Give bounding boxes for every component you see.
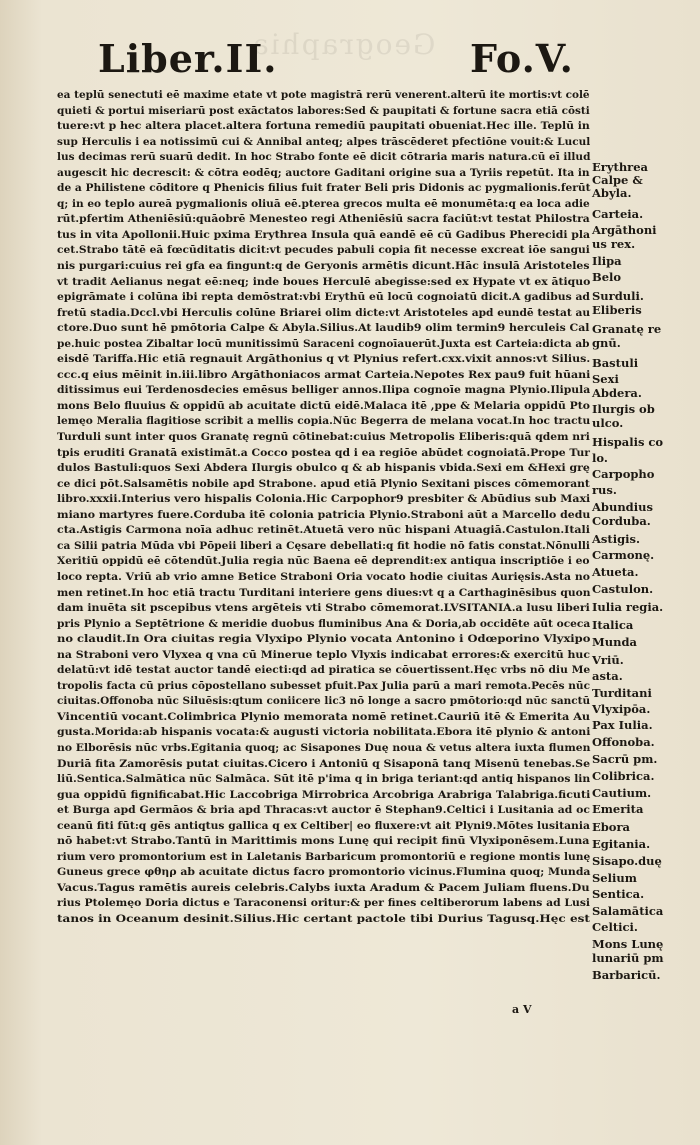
body-line: na Straboni vero Vlyxea q vna cū Minerue teplo Vlyxis indicabat errores:& exercitū huc <box>57 648 590 661</box>
bleed-through-text: Geographia <box>250 28 436 61</box>
margin-note: us rex. <box>592 237 636 251</box>
margin-note: Sacrū pm. <box>592 752 658 766</box>
body-text-column <box>57 88 590 928</box>
margin-note: Sisapo.duę <box>592 854 662 868</box>
margin-note: Ilurgis ob <box>592 402 655 416</box>
margin-note: Turditani <box>592 686 652 700</box>
margin-note: Barbaricū. <box>592 968 661 982</box>
body-line: tus in vita Apollonii.Huic pxima Erythrea Insula quā eandē eē cū Gadibus Pherecidi pla <box>57 228 591 241</box>
body-line: tanos in Oceanum desinit.Silius.Hic certant pactole tibi Durius Tagusq.Hęc est <box>57 912 590 925</box>
body-line: tpis eruditi Granatā existimāt.a Cocco postea qd i ea regiōe abūdet cognoiatā.Prope Tur <box>57 446 590 459</box>
body-line: Vincentiū vocant.Colimbrica Plynio memorata nomē retinet.Cauriū itē & Emerita Au <box>57 710 591 723</box>
margin-note: Pax Iulia. <box>592 718 653 732</box>
margin-note: Colibrica. <box>592 769 655 783</box>
margin-note: Carpopho <box>592 467 655 481</box>
margin-note: Sexi <box>592 372 619 386</box>
body-line: no claudit.In Ora ciuitas regia Vlyxipo Plynio vocata Antonino i Odœporino Vlyxipo <box>57 633 591 646</box>
body-line: gusta.Morida:ab hispanis vocata:& augusti victoria nobilitata.Ebora itē plynio & antoni <box>57 726 591 739</box>
margin-note: Vriū. <box>592 653 624 667</box>
body-line: libro.xxxii.Interius vero hispalis Colonia.Hic Carpophor9 presbiter & Abūdius sub Maxi <box>57 493 591 506</box>
margin-note: Ilipa <box>592 254 622 268</box>
body-line: liū.Sentica.Salmātica nūc Salmāca. Sūt itē p'ima q in briga teriant:qd antiq hispanos lin <box>57 773 591 786</box>
margin-note: Salamātica <box>592 904 664 918</box>
body-line: Duriā fita Zamorēsis putat ciuitas.Cicero i Antoniū q Sisaponā tanq Misenū tenebas.Se <box>57 757 591 770</box>
margin-note: Italica <box>592 618 634 632</box>
body-line: miano martyres fuere.Corduba itē colonia patricia Plynio.Straboni aūt a Marcello dedu <box>57 508 591 521</box>
margin-note: Abyla. <box>592 186 632 200</box>
body-line: eisdē Tariffa.Hic etiā regnauit Argāthonius q vt Plynius refert.cxx.vixit annos:vt Silius. <box>57 353 591 366</box>
body-line: et Burga apd Germāos & bria apd Thracas:vt auctor ē Stephan9.Celtici i Lusitania ad oc <box>57 804 590 817</box>
body-line: vt tradit Aelianus negat eē:neq; inde boues Herculē abegisse:sed ex Hypate vt ex ātiquo <box>57 275 591 288</box>
body-line: pris Plynio a Septētrione & meridie duobus fluminibus Ana & Doria,ab occidēte aūt oceca <box>57 617 591 630</box>
body-line: gua oppidū fignificabat.Hic Laccobriga Mirrobrica Arcobriga Arabriga Talabriga.ficuti <box>57 788 591 801</box>
margin-note: Granatę re <box>592 322 662 336</box>
margin-note: Munda <box>592 635 637 649</box>
body-line: ce dici pōt.Salsamētis nobile apd Strabone. apud etiā Plynio Sexitani pisces cōmemorant <box>57 477 590 490</box>
body-line: tuere:vt p hec altera placet.altera fortuna remediū paupitati obueniat.Hec ille. Teplū in <box>57 120 590 133</box>
body-line: cta.Astigis Carmona noīa adhuc retinēt.Atuetā vero nūc hispani Atuagiā.Castulon.Itali <box>57 524 590 537</box>
body-line: ceanū fiti fūt:q gēs antiqtus gallica q ex Celtiber| eo fluxere:vt ait Plyni9.Mōtes lusitania <box>57 819 590 832</box>
margin-note: Cautium. <box>592 786 652 800</box>
margin-note: Erythrea <box>592 160 649 174</box>
body-line: Guneus grece φθηρ ab acuitate dictus facro promontorio vicinus.Flumina quoq; Munda <box>57 866 591 879</box>
margin-note: Belo <box>592 270 622 284</box>
body-line: Xeritiū oppidū eē cōtendūt.Julia regia nūc Baena eē deprendit:ex antiqua inscriptiōe i eo <box>57 555 590 568</box>
margin-note: Sentica. <box>592 887 645 901</box>
body-line: de a Philistene cōditore q Phenicis filius fuit frater Beli pris Didonis ac pygmalionis.ferūt <box>57 182 591 195</box>
margin-note: Abundius <box>592 500 653 514</box>
margin-note: Abdera. <box>592 386 642 400</box>
margin-note: Eliberis <box>592 303 642 317</box>
body-line: men retinet.In hoc etiā tractu Turditani interiere gens diues:vt q a Carthaginēsibus quon <box>57 586 591 599</box>
margin-note: lunariū pm <box>592 951 664 965</box>
margin-note: Egitania. <box>592 837 651 851</box>
margin-note: Celtici. <box>592 920 638 934</box>
margin-note: Bastuli <box>592 356 639 370</box>
margin-note: Vlyxipōa. <box>592 702 651 716</box>
margin-note: Argāthoni <box>592 223 657 237</box>
margin-note: Emerita <box>592 802 644 816</box>
body-line: Turduli sunt inter quos Granatę regnū cōtinebat:cuius Metropolis Eliberis:quā qdem nri <box>57 431 590 444</box>
margin-note: Corduba. <box>592 514 651 528</box>
margin-note: lo. <box>592 451 608 465</box>
margin-note: Astigis. <box>592 532 640 546</box>
body-line: rium vero promontorium est in Laletanis Barbaricum promontoriū e regione montis lunę <box>57 850 591 863</box>
body-line: tropolis facta cū prius cōpostellano subesset pfuit.Pax Julia parū a mari remota.Pecēs nūc <box>57 679 590 692</box>
body-line: rius Ptolemęo Doria dictus e Taraconensi oritur:& per fines celtiberorum labens ad Lusi <box>57 897 591 910</box>
body-line: cet.Strabo tātē eā fœcūditatis dicit:vt pecudes pabuli copia fit necesse excreat iōe sangui <box>57 244 590 257</box>
body-line: q; in eo teplo aureā pygmalionis oliuā eē.pterea grecos multa eē monumēta:q ea loca adie <box>57 197 590 210</box>
body-line: quieti & portui miseriarū post exāctatos labores:Sed & paupitati & fortune sacra etiā cōsti <box>57 104 590 117</box>
body-line: ctore.Duo sunt hē pmōtoria Calpe & Abyla.Silius.At laudib9 olim termin9 herculeis Cal <box>57 322 590 335</box>
body-line: nis purgari:cuius rei gfa ea fingunt:q de Geryonis armētis dicunt.Hāc insulā Aristoteles <box>57 260 590 273</box>
margin-note: Atueta. <box>592 565 639 579</box>
running-head-folio: Fo.V. <box>470 36 574 81</box>
body-line: ca Silii patria Mūda vbi Pōpeii liberi a Cęsare debellati:q fit hodie nō fatis constat.Nōnulli <box>57 539 590 552</box>
margin-note: Selium <box>592 871 637 885</box>
margin-note: Iulia regia. <box>592 600 664 614</box>
body-line: epigrāmate i colūna ibi repta demōstrat:vbi Erythū eū locū cognoiatū dicit.A gadibus ad <box>57 291 590 304</box>
body-line: mons Belo fluuius & oppidū ab acuitate dictū eidē.Malaca itē ,ppe & Melaria oppidū Pto <box>57 399 590 412</box>
margin-note: ulco. <box>592 416 624 430</box>
body-line: rūt.pfertim Atheniēsiū:quāobrē Menesteo regi Atheniēsiū sacra faciūt:vt testat Philostra <box>57 213 590 226</box>
body-line: sup Herculis i ea notissimū cui & Annibal anteq; alpes trāscēderet pfectiōne vouit:& Lucul <box>57 135 591 148</box>
running-head-book: Liber.II. <box>98 36 278 81</box>
margin-note: rus. <box>592 483 617 497</box>
body-line: augescit hic decrescit: & cōtra eodēq; auctore Gaditani origine sua a Tyriis repetūt. Ita in <box>57 166 590 179</box>
margin-note: asta. <box>592 669 623 683</box>
body-line: ccc.q eius mēinit in.iii.libro Argāthoniacos armat Carteia.Nepotes Rex pau9 fuit hūani <box>57 368 591 381</box>
margin-note: gnū. <box>592 336 621 350</box>
body-line: dam inuēta sit pscepibus vtens argēteis vti Strabo cōmemorat.LVSITANIA.a lusu liberi <box>57 602 590 615</box>
body-line: ciuitas.Offonoba nūc Siluēsis:qtum coniicere lic3 nō longe a sacro pmōtorio:qd nūc sanctū <box>57 695 591 708</box>
body-line: lemęo Meralia flagitiose scribit a mellis copia.Nūc Begerra de melana vocat.In hoc tractu <box>57 415 591 428</box>
body-line: pe.huic postea Zibaltar locū munitissimū Saraceni cognoīauerūt.Juxta est Carteia:dicta ab <box>57 337 590 350</box>
margin-note: Surduli. <box>592 289 644 303</box>
margin-note: Hispalis co <box>592 435 664 449</box>
body-line: nō habet:vt Strabo.Tantū in Marittimis mons Lunę qui recipit finū Vlyxiponēsem.Luna <box>57 835 590 848</box>
margin-note: Carmonę. <box>592 548 655 562</box>
body-line: Vacus.Tagus ramētis aureis celebris.Calybs iuxta Aradum & Pacem Juliam fluens.Du <box>57 881 590 894</box>
signature-mark: a V <box>512 1003 532 1016</box>
margin-note: Mons Lunę <box>592 937 664 951</box>
body-line: fretū stadia.Dccl.vbi Herculis colūne Briarei olim dicte:vt Aristoteles apd eundē testat au <box>57 306 591 319</box>
margin-note: Castulon. <box>592 582 654 596</box>
margin-note: Offonoba. <box>592 735 655 749</box>
body-line: loco repta. Vriū ab vrio amne Betice Straboni Oria vocato hodie ciuitas Aurięsis.Asta no <box>57 570 590 583</box>
margin-note: Ebora <box>592 820 630 834</box>
body-line: ditissimus eui Terdenosdecies emēsus belliger annos.Ilipa cognoīe magna Plynio.Ilipula <box>57 384 591 397</box>
margin-note: Calpe & <box>592 173 643 187</box>
body-line: delatū:vt idē testat auctor tandē eiecti:qd ad piratica se cōuertissent.Hęc vrbs nō diu Me <box>57 664 591 677</box>
body-line: lus decimas rerū suarū dedit. In hoc Strabo fonte eē dicit cōtraria maris natura.cū eī illud <box>57 151 591 164</box>
body-line: dulos Bastuli:quos Sexi Abdera Ilurgis obulco q & ab hispanis vbida.Sexi em &Hexi grę <box>57 462 590 475</box>
margin-note: Carteia. <box>592 207 644 221</box>
body-line: ea teplū senectuti eē maxime etate vt pote magistrā rerū venerent.alterū ite mortis:vt colē <box>57 89 590 101</box>
body-line: no Elborēsis nūc vrbs.Egitania quoq; ac Sisapones Duę noua & vetus altera iuxta flumen <box>57 741 591 754</box>
